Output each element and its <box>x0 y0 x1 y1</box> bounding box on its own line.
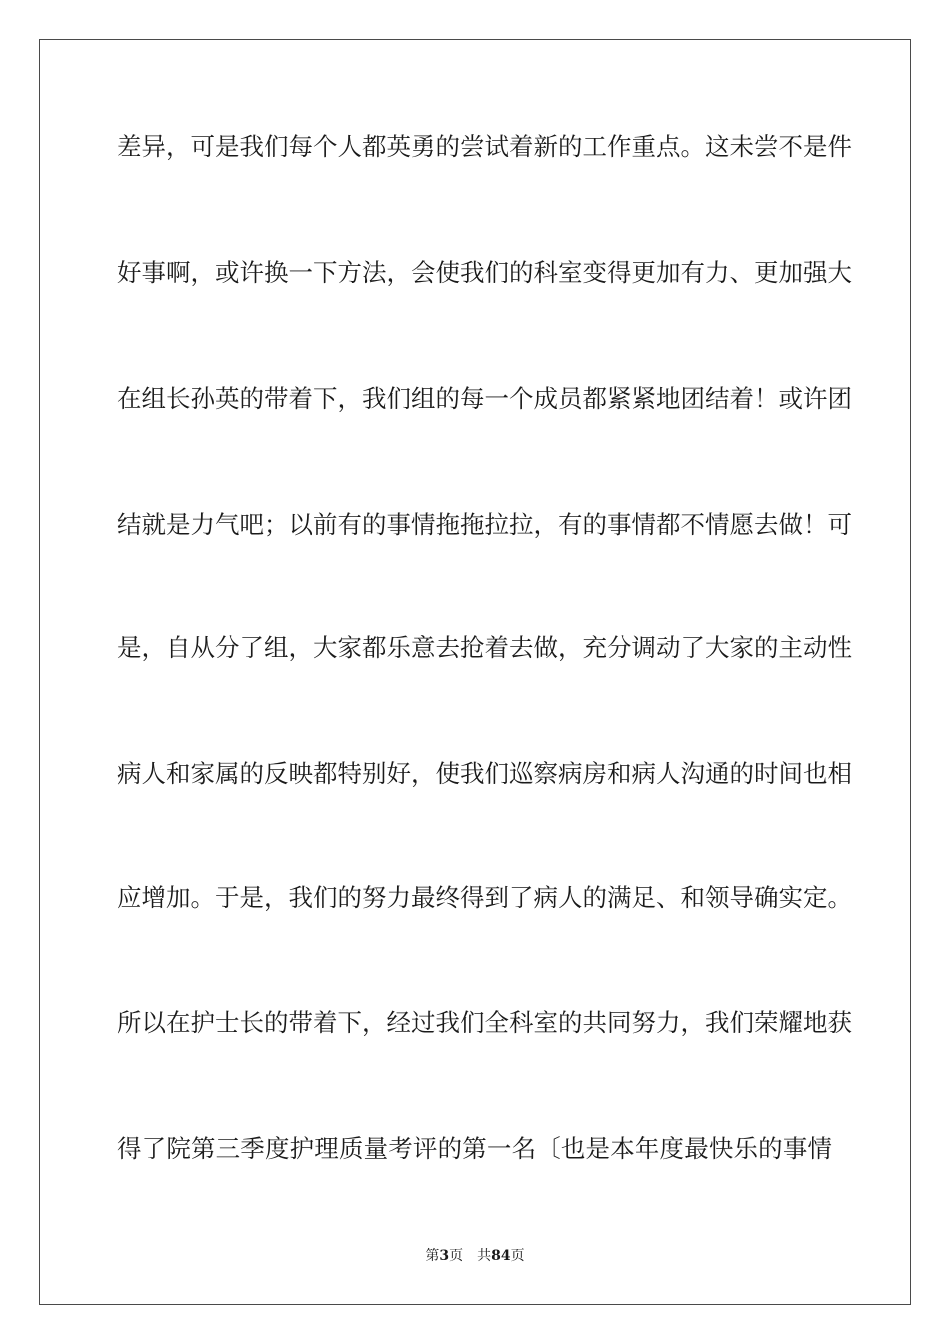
text-line: 是，自从分了组，大家都乐意去抢着去做，充分调动了大家的主动性 <box>117 633 852 662</box>
text-line: 结就是力气吧；以前有的事情拖拖拉拉，有的事情都不情愿去做！可 <box>117 510 852 539</box>
total-pages: 84 <box>491 1248 511 1264</box>
page-prefix: 第 <box>425 1248 440 1264</box>
text-line: 得了院第三季度护理质量考评的第一名〔也是本年度最快乐的事情 <box>117 1134 832 1163</box>
text-line: 好事啊，或许换一下方法，会使我们的科室变得更加有力、更加强大 <box>117 258 852 287</box>
text-line: 病人和家属的反映都特别好，使我们巡察病房和病人沟通的时间也相 <box>117 759 852 788</box>
page-number: 3 <box>439 1248 450 1264</box>
total-suffix: 页 <box>510 1248 525 1264</box>
text-line: 所以在护士长的带着下，经过我们全科室的共同努力，我们荣耀地获 <box>117 1008 852 1037</box>
page-suffix: 页 <box>449 1248 464 1264</box>
text-line: 应增加。于是，我们的努力最终得到了病人的满足、和领导确实定。 <box>117 883 852 912</box>
document-body <box>117 0 852 1344</box>
total-prefix: 共 <box>477 1248 492 1264</box>
text-line: 在组长孙英的带着下，我们组的每一个成员都紧紧地团结着！或许团 <box>117 384 852 413</box>
text-line: 差异，可是我们每个人都英勇的尝试着新的工作重点。这未尝不是件 <box>117 132 852 161</box>
page-footer <box>0 1247 950 1265</box>
